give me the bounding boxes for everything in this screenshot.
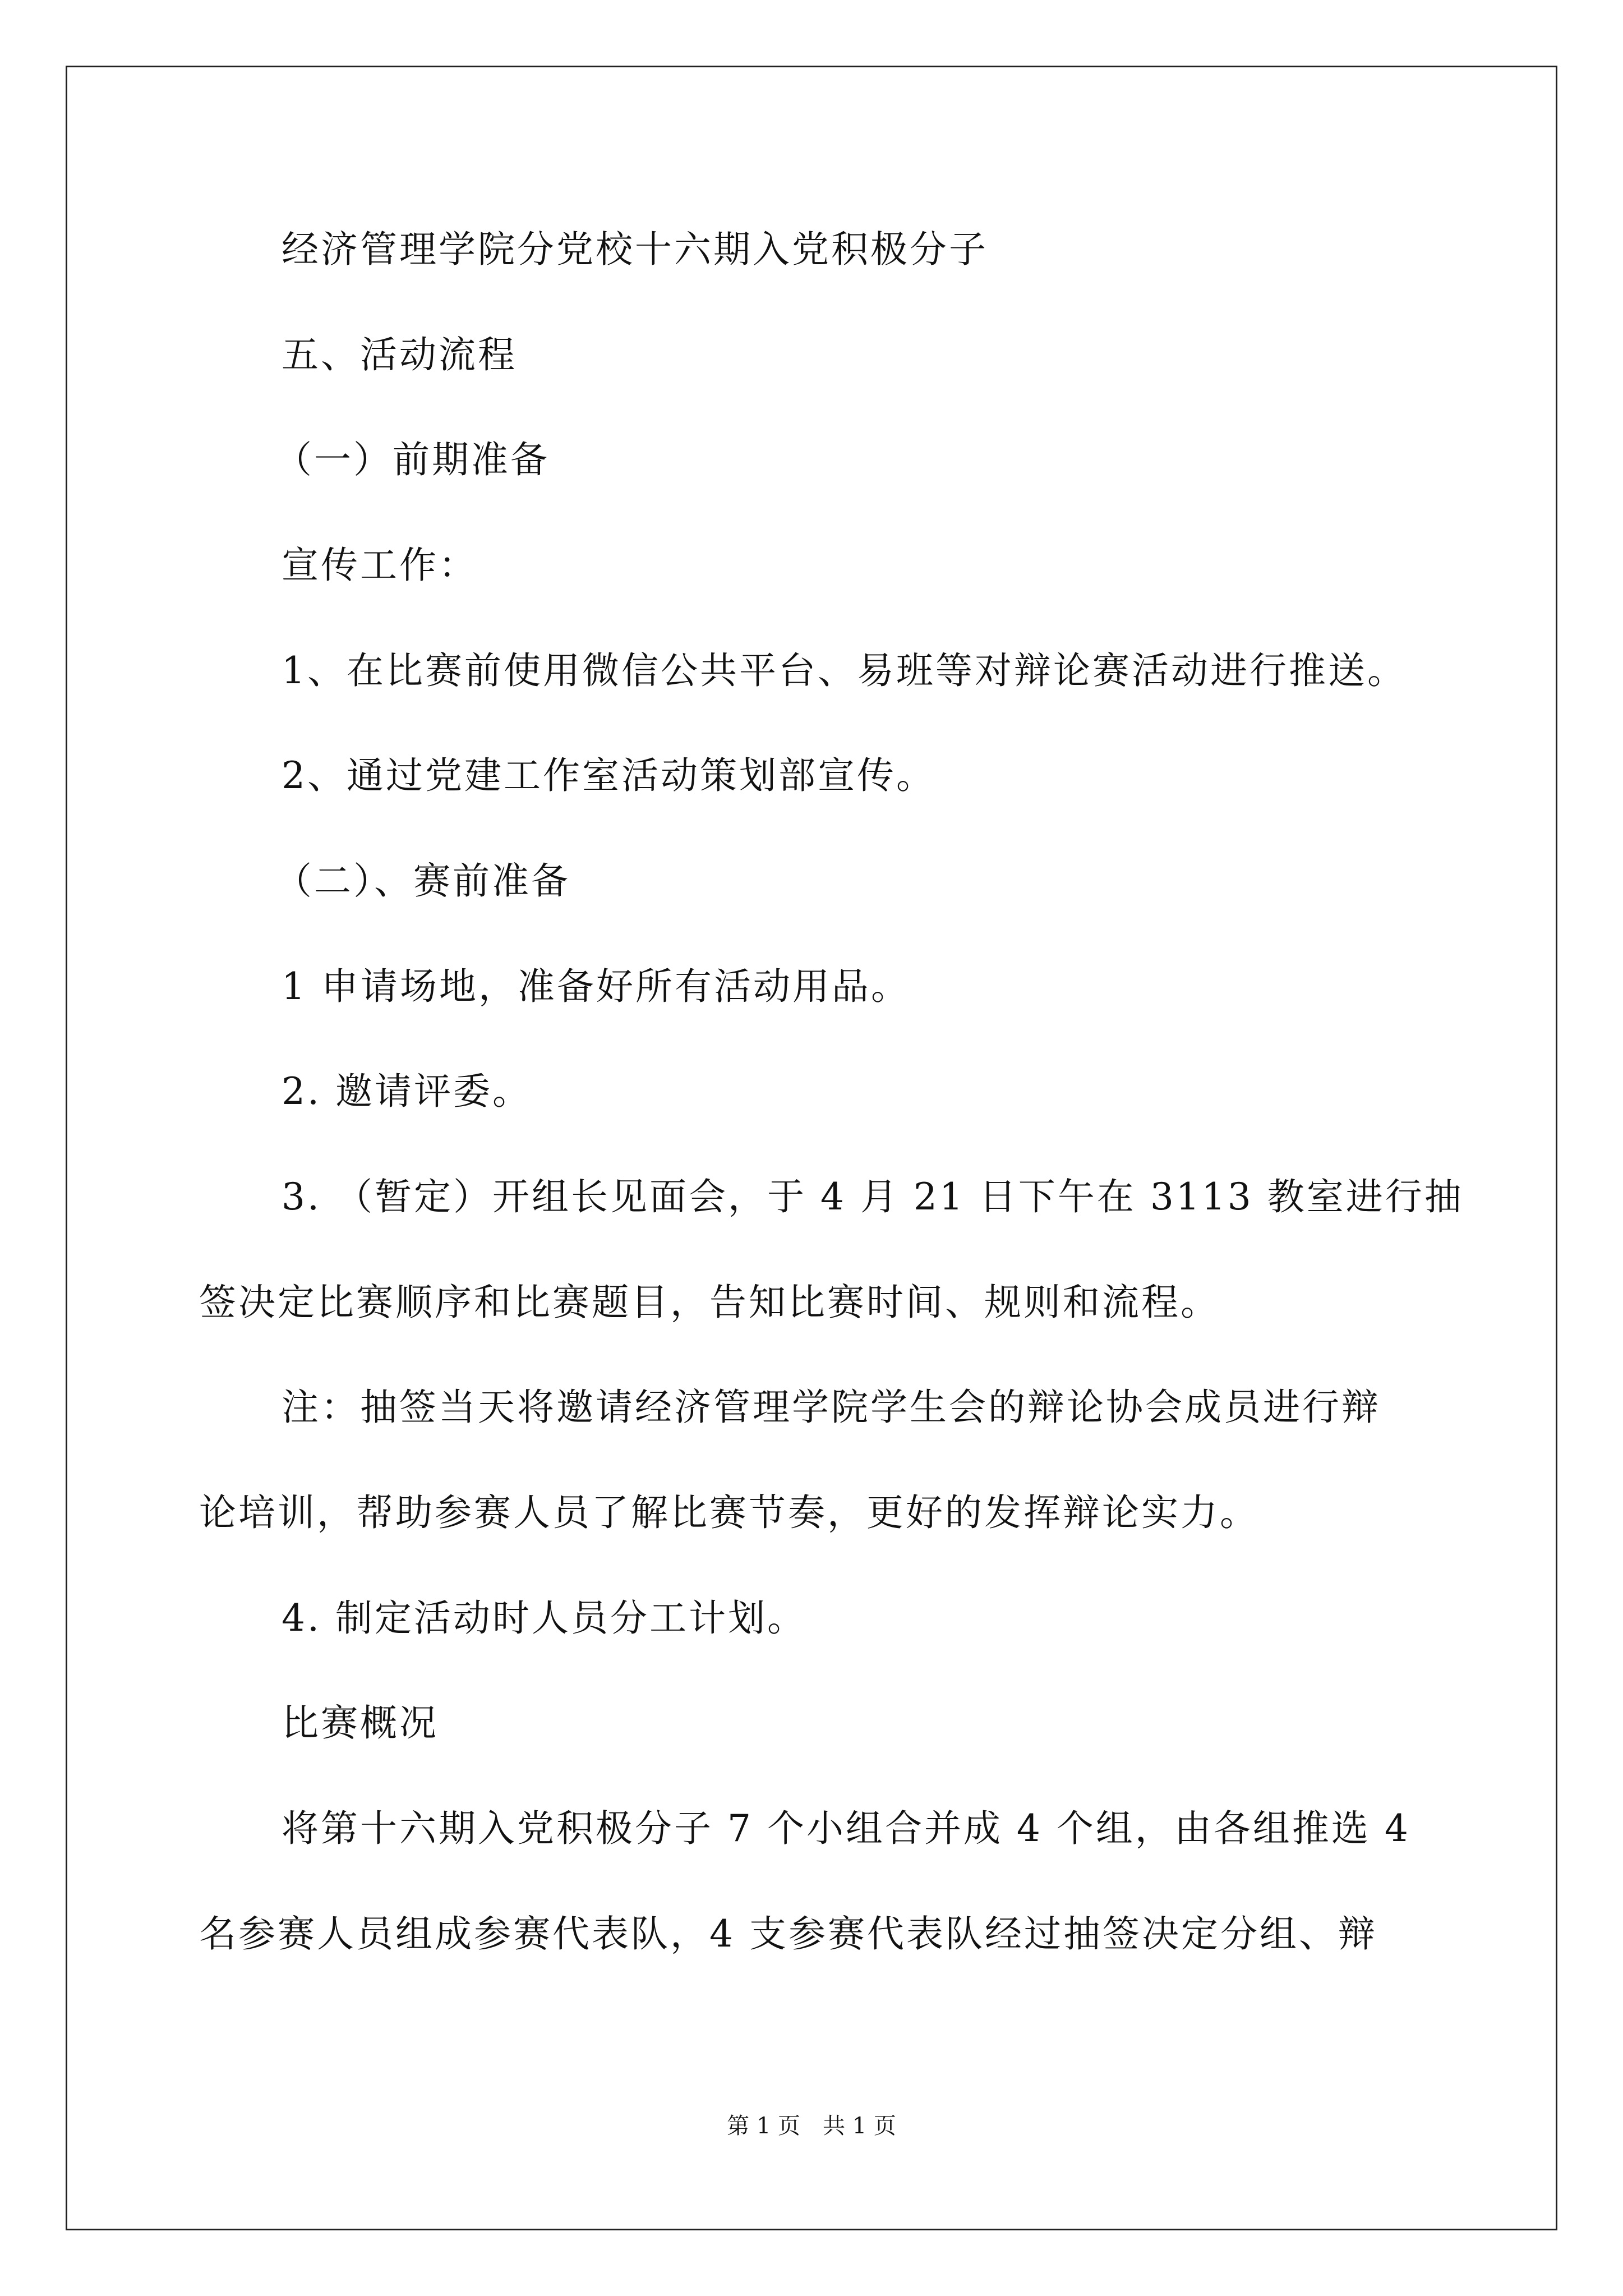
paragraph: 3. （暂定）开组长见面会，于 4 月 21 日下午在 3113 教室进行抽 — [282, 1175, 1464, 1218]
paragraph: 比赛概况 — [282, 1701, 439, 1745]
paragraph: 将第十六期入党积极分子 7 个小组合并成 4 个组，由各组推选 4 — [282, 1807, 1410, 1850]
paragraph: 4. 制定活动时人员分工计划。 — [282, 1596, 806, 1640]
paragraph: 宣传工作： — [282, 544, 478, 587]
subsection-title: （一）前期准备 — [275, 438, 550, 481]
paragraph: 2. 邀请评委。 — [282, 1070, 532, 1113]
subsection-title: （二）、赛前准备 — [275, 859, 570, 903]
paragraph: 名参赛人员组成参赛代表队，4 支参赛代表队经过抽签决定分组、辩 — [199, 1912, 1377, 1955]
page-number-footer: 第 1 页 共 1 页 — [727, 2113, 896, 2139]
paragraph: 1 申请场地，准备好所有活动用品。 — [282, 965, 910, 1008]
paragraph: 签决定比赛顺序和比赛题目，告知比赛时间、规则和流程。 — [199, 1281, 1220, 1324]
paragraph: 注：抽签当天将邀请经济管理学院学生会的辩论协会成员进行辩 — [282, 1386, 1381, 1429]
paragraph: 1、在比赛前使用微信公共平台、易班等对辩论赛活动进行推送。 — [282, 649, 1407, 692]
page-border — [66, 66, 1557, 2230]
document-heading: 经济管理学院分党校十六期入党积极分子 — [282, 228, 988, 271]
section-title: 五、活动流程 — [282, 333, 517, 376]
paragraph: 2、通过党建工作室活动策划部宣传。 — [282, 754, 935, 797]
paragraph: 论培训，帮助参赛人员了解比赛节奏，更好的发挥辩论实力。 — [199, 1491, 1259, 1534]
